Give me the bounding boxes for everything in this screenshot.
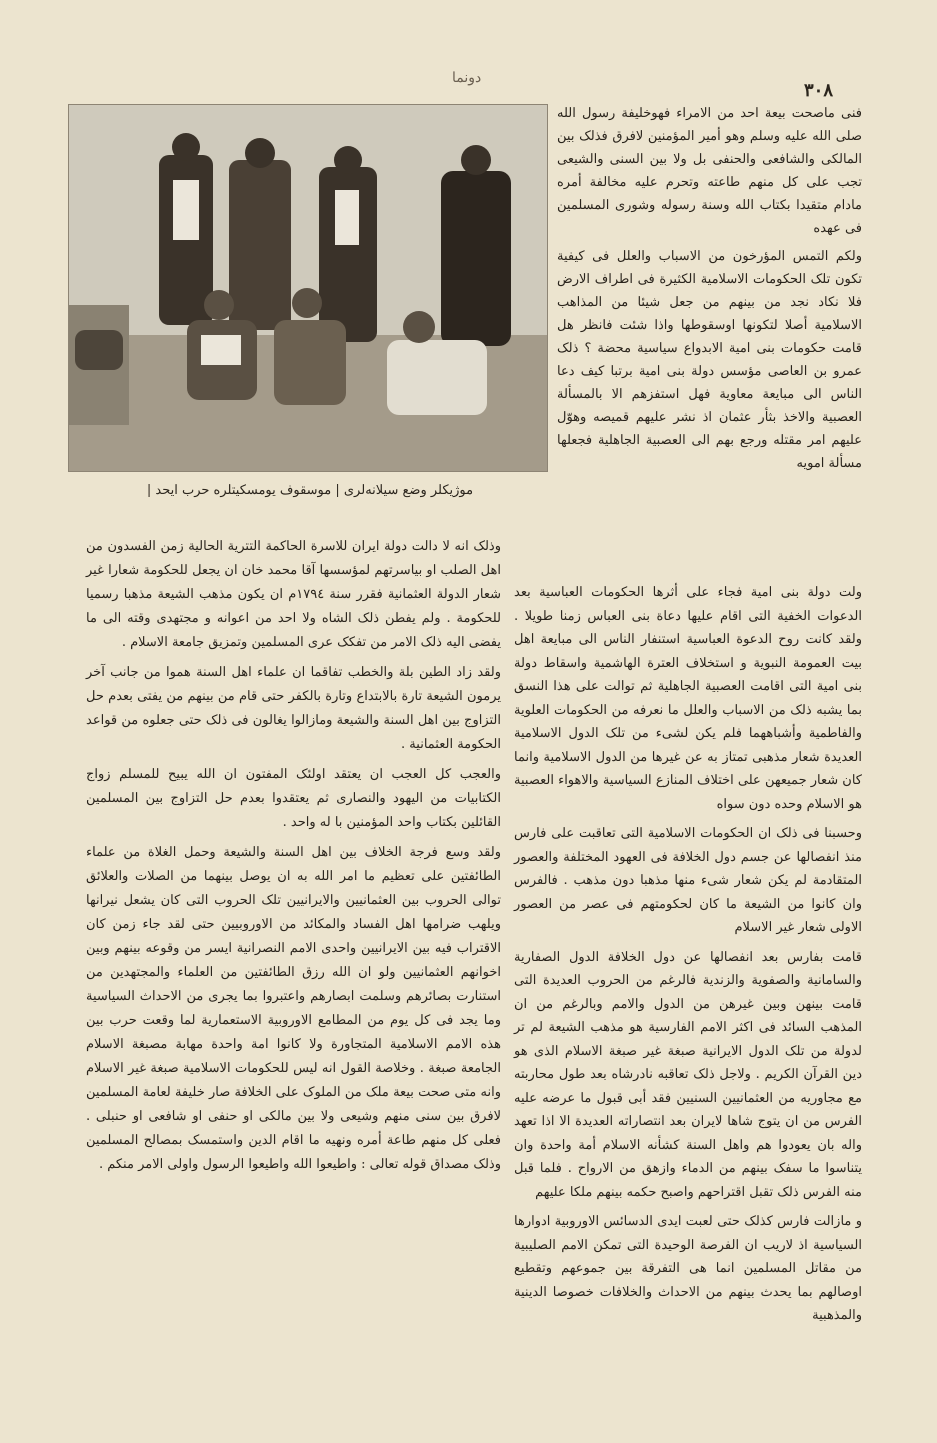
historical-photograph [68,104,548,472]
left-column-text [86,535,501,1183]
paragraph: وذلک انه لا دالت دولة ایران للاسرة الحاکمة التتریة الحالیة زمن الفسدون من اهل الصلب او بیاسرتهم لمؤسسها آقا محمد خان ان یجعل للحکومة شعارا غیر شعار الدولة العثمانیة فقرر سنة ١٧٩٤م ان یکون مذهب الشیعة مذهبا رسمیا للحکومة . ولم یفطن ذلک الشاه ولا احد من اعوانه و مجتهدی وقته الی ما یفضی الیه ذلک الامر من تفکک عری المسلمین وتمزیق جامعة الاسلام . [86,539,502,650]
paragraph: و مازالت فارس کذلک حتی لعبت ایدی الدسائس الاوروبیة ادوارها السیاسیة اذ لاریب ان الفرصة الوحیدة التی تمکن الامم الصلیبیة من مقاتل المسلمین انما هی التفرقة بین جموعهم وتقطیع اوصالهم بما یحدث بینهم من الاحداث والخلافات خصوصا الدینیة والمذهبیة [514,1214,862,1323]
running-header: دونما [452,70,482,86]
paragraph: فنی ماصحت بیعة احد من الامراء فهوخلیفة رسول الله صلی الله علیه وسلم وهو أمیر المؤمنین لافرق فذلک بین المالکی والشافعی والحنفی بل ولا بین السنی والشیعی تجب علی کل منهم طاعته وتحرم علیه مخالفة أمره مادام متقیدا بکتاب الله وسنة رسوله وشوری المسلمین فی عهده [557,106,862,236]
paragraph: ولقد زاد الطین بلة والخطب تفاقما ان علماء اهل السنة هموا من جانب آخر یرمون الشیعة تارة بالابتداع وتارة بالکفر حتی قام من بینهم من یفتی بعدم حل التزاوج بین اهل السنة والشیعة ومازالوا یغالون فی ذلک حتی جعلوه من قواعد الحکومة العثمانیة . [86,665,501,752]
paragraph: ولقد وسع فرجة الخلاف بین اهل السنة والشیعة وحمل الغلاة من علماء الطائفتین علی تعظیم ما امر الله به ان یوصل بینهما من الصلات والعلائق توالی الحروب بین العثمانیین والایرانیین تلک الحروب التی کان یشعل نیرانها ویلهب ضرامها اهل الفساد والمکائد من الاوروبیین حتی لقد جاء زمن کان الاقتراب فیه بین الایرانیین واحدی الامم النصرانیة ایسر من وقوعه بینهم وبین اخوانهم العثمانیین ولو ان الله رزق الطائفتین من العلماء والمجتهدین من استنارت بصائرهم وسلمت ابصارهم واعتبروا بما یجری من الاحداث السیاسیة وما یجد فی کل یوم من المطامع الاوروبیة الاستعماریة لما وقعت حرب بین هذه الامم الاسلامیة المتجاورة ولا کانوا امة واحدة مهابة مصبغة الاسلام الجامعة صبغة . وخلاصة القول انه لیس للحکومات الاسلامیة صبغة غیر الاسلام وانه متی صحت بیعة ملک من الملوک علی الخلافة صار خلیفة لعامة المسلمین لافرق بین سنی منهم وشیعی ولا بین مالکی او حنفی او شافعی او حنبلی . فعلی کل منهم طاعة أمره ونهیه ما اقام الدین واستمسک بمصالح المسلمین وذلک مصداق قوله تعالی : واطیعوا الله واطیعوا الرسول واولی الامر منکم . [86,845,501,1172]
page-number: ٣٠٨ [804,80,834,101]
photo-caption: موژیکلر وضع سیلانه‌لری | موسقوف یومسکیتلره حرب ایحد | [146,483,474,498]
photo-illustration [69,105,547,471]
bottom-right-column-text [514,581,862,1334]
right-column-text [557,103,862,482]
paragraph: قامت بفارس بعد انفصالها عن دول الخلافة الدول الصفاریة والسامانیة والصفویة والزندیة فالرغم من الحروب العدیدة التی قامت بینهن وبین غیرهن من الدول والامم وبالرغم من ان المذهب السائد فی اکثر الامم الفارسیة هو مذهب الشیعة لم تر لدولة من تلک الدول الایرانیة صبغة غیر صبغة الاسلام الذی هو دین القرآن الکریم . ولاجل ذلک تعاقبه نادرشاه بعد طول محاربته مع مجاوریه من العثمانیین السنیین فقد أبی قبول ما عرضه علیه الفرس من ان یتوج شاها لایران بعد انتصاراته العدیدة الا اذا تعهد واله بان یعودوا هم واهل السنة کشأنه الاسلام أمة واحدة وان یتناسوا ما سفک بینهم من الدماء وازهق من الارواح . فلما قبل منه الفرس ذلک تقبل اقتراحهم واصبح حکمه بینهم ملکا علیهم [514,949,862,1200]
paragraph: ولکم التمس المؤرخون من الاسباب والعلل فی کیفیة تکون تلک الحکومات الاسلامیة الکثیرة فی اطراف الارض فلا نکاد نجد من بینهم من جعل شیئا من المذاهب الاسلامیة أصلا لتکونها اوسقوطها واذا شئت فانظر هل قامت حکومات بنی امیة الابدواع سیاسیة محضة ؟ ذلک عمرو بن العاصی مؤسس دولة بنی امیة برتبا کیف دعا الناس الی مبایعة معاویة فهل استفزهم الا بالمسألة العصبیة والاخذ بثأر عثمان اذ نشر علیهم قمیصه وهوّل علیهم امر مقتله ورجع بهم الی العصبیة الجاهلیة فجعلها مسألة امویه [557,249,862,471]
paragraph: ولت دولة بنی امیة فجاء علی أثرها الحکومات العباسیة بعد الدعوات الخفیة التی اقام علیها دعاة بنی العباس زمنا طویلا . ولقد کانت روح الدعوة العباسیة استنفار الناس الی مبایعة اهل بیت العمومة النبویة و استخلاف العترة الهاشمیة واسقاط دولة بنی امیة التی اقامت العصبیة الجاهلیة ثم توالت علی هذا النسق بما یشبه ذلک من الاسباب والعلل ما نعرفه من الحکومات العلویة والفاطمیة وأشباههما فلم یکن لشیء من تلک الدول الاسلامیة العدیدة شعار مذهبی تمتاز به عن غیرها من الدول الاسلامیة وانما کان شعار جمیعهن علی اختلاف المنازع السیاسیة والاهواء العصبیة هو الاسلام وحده دون سواه [514,585,862,812]
paragraph: وحسبنا فی ذلک ان الحکومات الاسلامیة التی تعاقبت علی فارس منذ انفصالها عن جسم دول الخلافة فی العهود المختلفة والعصور المتقادمة لم یکن شعار شیء منها مذهبا دون مذهب . فالفرس وان کانوا من الشیعة ما کان لحکومتهم فی عصر من العصور الاولی شعار غیر الاسلام [514,826,862,935]
paragraph: والعجب کل العجب ان یعتقد اولئک المفتون ان الله یبیح للمسلم زواج الکتابیات من الیهود والنصاری ثم یعتقدوا بعدم حل التزاوج بین المسلمین القائلین بکتاب واحد المؤمنین با له واحد . [86,767,501,830]
